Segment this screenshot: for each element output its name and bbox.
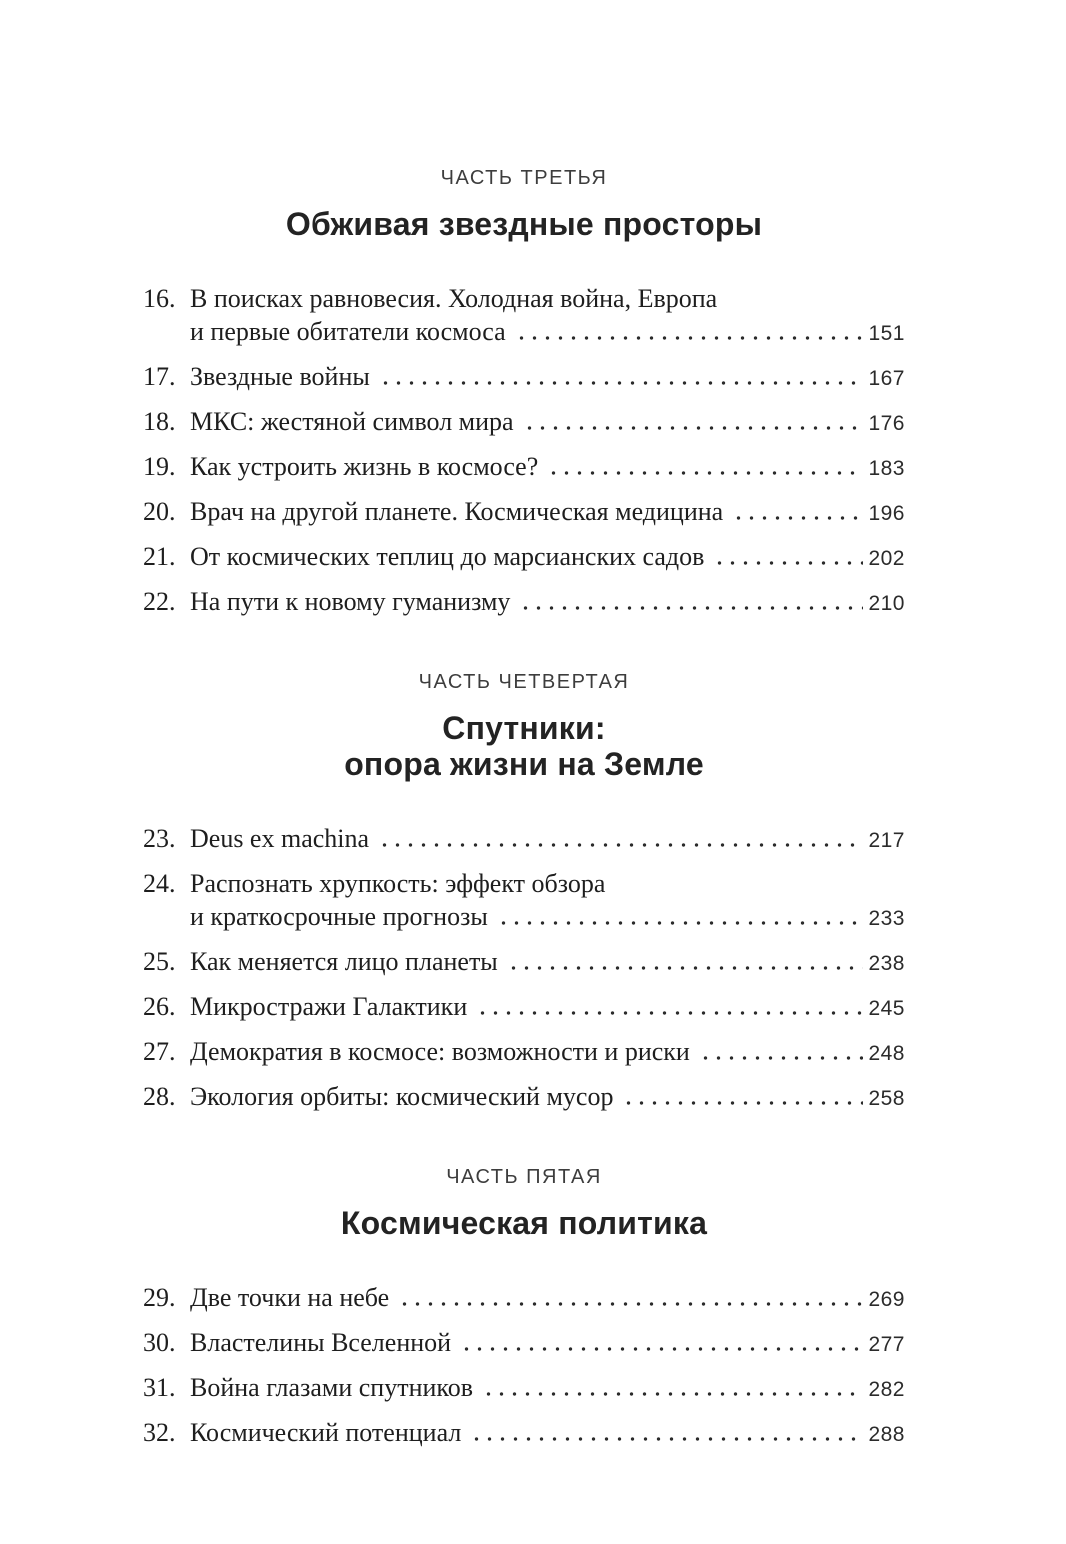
entry-lastline [190,360,905,395]
entry-body [190,822,905,857]
toc-entry [143,990,905,1025]
part-title-line: опора жизни на Земле [344,746,704,782]
toc-entry [143,945,905,980]
entry-lastline [190,1035,905,1070]
entry-title: Как устроить жизнь в космосе? [190,452,539,481]
entry-lastline [190,990,905,1025]
dot-leader [378,843,863,847]
entry-number: 29. [143,1283,176,1312]
entry-title: Космический потенциал [190,1418,462,1447]
toc-entry [143,540,905,575]
entry-body [190,1371,905,1406]
toc-entry [143,867,905,935]
page-number: 248 [868,1042,905,1065]
dot-leader [482,1392,863,1396]
entry-number: 17. [143,362,176,391]
entry-number: 22. [143,587,176,616]
toc-entry [143,450,905,485]
toc-entry [143,822,905,857]
entry-body [190,990,905,1025]
page-number: 151 [868,322,905,345]
toc-entries [143,282,905,620]
entry-lastline [190,585,905,620]
toc-entry [143,282,905,350]
toc-entry [143,1080,905,1115]
entry-title: Две точки на небе [190,1283,390,1312]
toc-entry [143,585,905,620]
dot-leader [622,1101,863,1105]
part-section [143,168,905,620]
entry-lastline [190,405,905,440]
entry-body [190,945,905,980]
toc-entry [143,1326,905,1361]
dot-leader [460,1347,863,1351]
dot-leader [476,1011,863,1015]
toc-entry [143,1416,905,1451]
page-number: 217 [868,829,905,852]
entry-body [190,1080,905,1115]
entry-title: и краткосрочные прогнозы [190,902,488,931]
page-number: 183 [868,457,905,480]
dot-leader [699,1056,864,1060]
entry-title-line: В поисках равновесия. Холодная война, Европа [190,284,718,313]
toc-entries [143,1281,905,1451]
entry-title: На пути к новому гуманизму [190,587,511,616]
entry-title: Война глазами спутников [190,1373,473,1402]
entry-title: Deus ex machina [190,824,370,853]
entry-number: 25. [143,947,176,976]
entry-title: Экология орбиты: космический мусор [190,1082,614,1111]
entry-body [190,1326,905,1361]
entry-title: Звездные войны [190,362,370,391]
entry-body [190,585,905,620]
page-number: 258 [868,1087,905,1110]
dot-leader [713,561,863,565]
entry-number: 18. [143,407,176,436]
entry-lastline [190,1326,905,1361]
entry-title: и первые обитатели космоса [190,317,506,346]
toc-entry [143,405,905,440]
part-label: ЧАСТЬ ЧЕТВЕРТАЯ [418,671,630,693]
entry-title: От космических теплиц до марсианских садов [190,542,705,571]
dot-leader [547,471,863,475]
page-number: 269 [868,1288,905,1311]
dot-leader [515,336,864,340]
entry-body [190,282,905,350]
dot-leader [497,921,864,925]
entry-body [190,1416,905,1451]
page-number: 233 [868,907,905,930]
entry-lastline [190,495,905,530]
part-section [143,672,905,1115]
entry-lastline [190,1371,905,1406]
toc-entry [143,1371,905,1406]
entry-number: 28. [143,1082,176,1111]
toc-entry [143,360,905,395]
dot-leader [379,381,864,385]
entry-number: 20. [143,497,176,526]
entry-body [190,495,905,530]
part-title-line: Космическая политика [340,1205,708,1241]
part-label: ЧАСТЬ ПЯТАЯ [446,1166,602,1188]
entry-title: Властелины Вселенной [190,1328,452,1357]
entry-title-line: Распознать хрупкость: эффект обзора [190,869,606,898]
entry-lastline [190,900,905,935]
page-number: 202 [868,547,905,570]
dot-leader [523,426,864,430]
entry-number: 32. [143,1418,176,1447]
page-number: 167 [868,367,905,390]
entry-body [190,1035,905,1070]
entry-number: 19. [143,452,176,481]
part-section [143,1167,905,1451]
entry-body [190,360,905,395]
entry-lastline [190,1416,905,1451]
page-number: 277 [868,1333,905,1356]
entry-title: Врач на другой планете. Космическая медицина [190,497,724,526]
entry-number: 26. [143,992,176,1021]
page-number: 245 [868,997,905,1020]
entry-number: 30. [143,1328,176,1357]
entry-number: 27. [143,1037,176,1066]
page-number: 196 [868,502,905,525]
part-title [143,710,905,782]
entry-title: Микростражи Галактики [190,992,468,1021]
entry-number: 23. [143,824,176,853]
toc-entry [143,1281,905,1316]
page-number: 238 [868,952,905,975]
toc-entries [143,822,905,1115]
entry-body [190,1281,905,1316]
dot-leader [507,966,864,970]
entry-lastline [190,1080,905,1115]
entry-title: МКС: жестяной символ мира [190,407,514,436]
entry-lastline [190,945,905,980]
dot-leader [398,1302,863,1306]
entry-lastline [190,1281,905,1316]
entry-lastline [190,450,905,485]
page-number: 176 [868,412,905,435]
entry-body [190,405,905,440]
dot-leader [519,606,863,610]
dot-leader [732,516,863,520]
part-title-line: Спутники: [442,710,606,746]
dot-leader [470,1437,863,1441]
part-title [143,1205,905,1241]
page-number: 288 [868,1423,905,1446]
entry-lastline [190,315,905,350]
page-number: 210 [868,592,905,615]
entry-lastline [190,540,905,575]
entry-body [190,867,905,935]
toc-entry [143,495,905,530]
part-title [143,206,905,242]
entry-body [190,450,905,485]
page-number: 282 [868,1378,905,1401]
entry-body [190,540,905,575]
entry-number: 16. [143,284,176,313]
part-label: ЧАСТЬ ТРЕТЬЯ [440,167,608,189]
entry-number: 31. [143,1373,176,1402]
entry-title: Демократия в космосе: возможности и риски [190,1037,690,1066]
entry-number: 21. [143,542,176,571]
part-title-line: Обживая звездные просторы [285,206,763,242]
toc-entry [143,1035,905,1070]
entry-number: 24. [143,869,176,898]
entry-lastline [190,822,905,857]
entry-title: Как меняется лицо планеты [190,947,498,976]
